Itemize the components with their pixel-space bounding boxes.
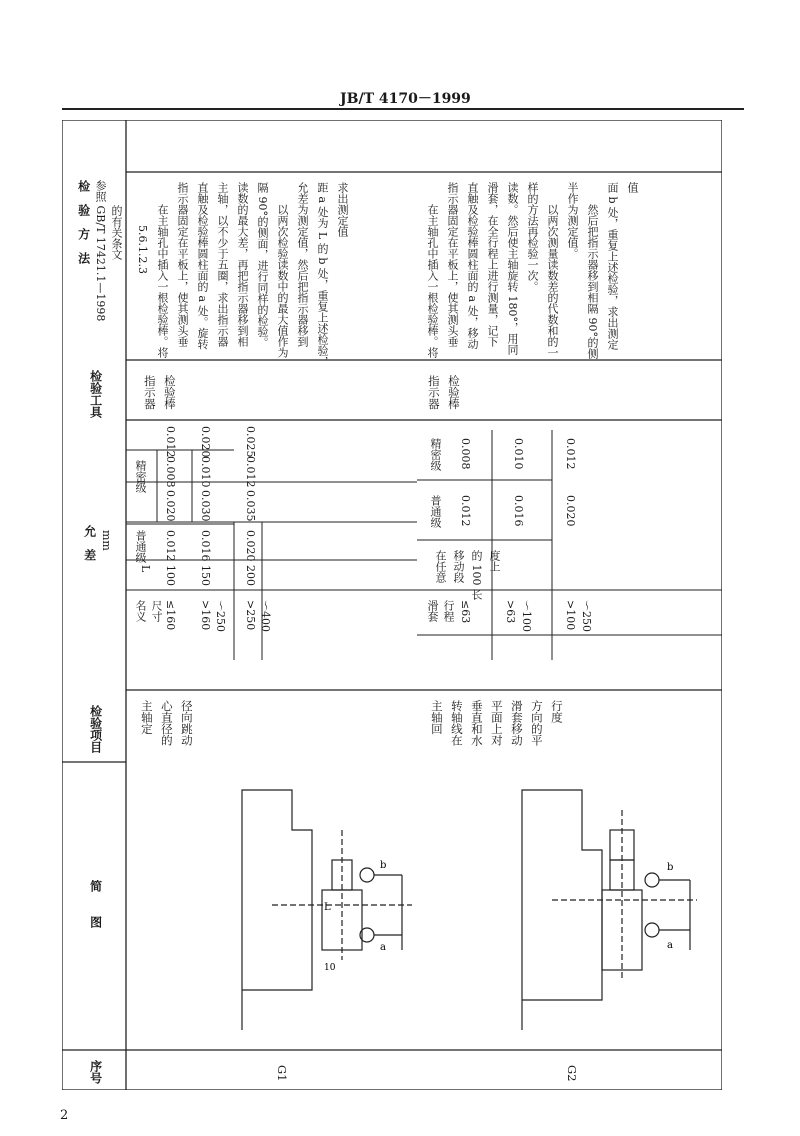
header-item: 检验项目 [88, 705, 103, 753]
g1-number: G1 [274, 1065, 289, 1082]
g1-method-clause: 5.6.1.2.3 [136, 225, 150, 274]
g2-tool-line1: 指示器 [426, 375, 441, 410]
g2-method-line1: 在主轴孔中插入一根检验棒。将 [426, 182, 440, 358]
g1-item-line1: 主轴定 [139, 700, 154, 735]
g2-number: G2 [564, 1065, 579, 1082]
g2-item-line5: 滑套移动 [509, 700, 524, 746]
g1-row2-normal-a: 0.016 [199, 530, 213, 562]
g1-row2-prec-a: 0.010 [199, 456, 213, 488]
header-tolerance-unit: mm [100, 530, 114, 551]
g2-method-line11: 值 [626, 182, 640, 193]
g2-method-line4: 滑套，在全行程上进行测量，记下 [486, 182, 500, 347]
g1-tool-line2: 检验棒 [162, 375, 177, 410]
g2-row2-stroke2: ～100 [520, 600, 534, 632]
header-method: 检 验 方 法 [76, 180, 91, 264]
g1-row2-L: 150 [199, 565, 213, 586]
g1-method-line8: 允差为测定值，然后把指示器移到 [296, 182, 310, 347]
g1-row2-prec-b: 0.020 [199, 426, 213, 458]
g1-row3-size2: ～400 [259, 600, 273, 632]
g2-row2-normal: 0.016 [512, 495, 526, 527]
g2-row2-precision: 0.010 [512, 438, 526, 470]
g1-method-line1: 在主轴孔中插入一根检验棒。将 [156, 182, 170, 358]
header-tolerance: 允 差 [82, 525, 97, 561]
g1-method-line5: 读数的最大差，再把指示器移到相 [236, 182, 250, 347]
g1-method-line3: 直触及检验棒圆柱面的 a 处。旋转 [196, 182, 210, 350]
g1-method-line7: 以两次检验读数中的最大值作为 [276, 182, 290, 358]
g2-method-line3: 直触及检验棒圆柱面的 a 处，移动 [466, 182, 480, 350]
g1-fig-label-L: L [324, 902, 331, 913]
g2-method-line10: 面 b 处，重复上述检验，求出测定 [606, 182, 620, 351]
g2-method-line8: 半作为测定值。 [566, 182, 580, 259]
g1-figure [212, 770, 412, 1040]
g2-row2-stroke: >63 [504, 600, 518, 624]
g1-row1-prec-b: 0.012 [164, 426, 178, 458]
g1-fig-label-b: b [380, 860, 387, 871]
g1-row2-normal-b: 0.030 [199, 490, 213, 522]
g2-tool-line2: 检验棒 [446, 375, 461, 410]
g1-row2-size: >160 [199, 600, 213, 631]
g2-method-line9: 然后把指示器移到相隔 90°的侧 [586, 182, 600, 359]
header-method-ref: 参照 GB/T 17421.1—1998 [94, 180, 108, 322]
g1-row3-normal-b: 0.035 [244, 490, 258, 522]
g1-row3-L: 200 [244, 565, 258, 586]
g2-tol-note2: 移动段 [452, 550, 466, 583]
g2-tol-stroke: 滑套 [426, 600, 440, 622]
g2-item-line1: 主轴回 [429, 700, 444, 735]
g1-fig-label-a: a [380, 942, 386, 953]
g2-row1-precision: 0.008 [459, 438, 473, 470]
header-rule [62, 108, 744, 110]
header-no: 序号 [88, 1060, 103, 1084]
g2-row3-precision: 0.012 [564, 438, 578, 470]
g1-row1-normal-a: 0.012 [164, 530, 178, 562]
g1-row1-prec-a: 0.008 [164, 456, 178, 488]
g2-tol-stroke2: 行程 [442, 600, 456, 622]
g1-tol-precision: 精密级 [134, 460, 148, 493]
g1-row3-prec-a: 0.012 [244, 456, 258, 488]
g2-item-line7: 行度 [549, 700, 564, 723]
page-number: 2 [60, 1108, 69, 1123]
g1-method-line2: 指示器固定在平板上，使其测头垂 [176, 182, 190, 347]
g2-method-line6: 样的方法再检验一次。 [526, 182, 540, 292]
g2-tol-precision: 精密级 [429, 438, 443, 471]
inspection-table [62, 120, 722, 1090]
g1-fig-label-10: 10 [324, 963, 336, 973]
g2-method-line2: 指示器固定在平板上，使其测头垂 [446, 182, 460, 347]
g1-tol-L: L [139, 565, 153, 573]
g1-row1-L: 100 [164, 565, 178, 586]
g2-fig-label-b: b [667, 862, 674, 873]
g2-item-line4: 平面上对 [489, 700, 504, 746]
g1-row2-size2: ～250 [214, 600, 228, 632]
g1-method-line9: 距 a 处为 L 的 b 处，重复上述检验， [316, 182, 330, 367]
g2-row3-stroke2: ～250 [580, 600, 594, 632]
g1-tol-name: 名义 [134, 600, 148, 622]
g1-tol-normal: 普通级 [134, 530, 148, 563]
g1-item-line2: 心直径的 [159, 700, 174, 746]
g2-tol-note1: 在任意 [434, 550, 448, 583]
g2-tol-normal: 普通级 [429, 495, 443, 528]
header-method-ref2: 的有关条文 [110, 205, 124, 260]
g2-row1-normal: 0.012 [459, 495, 473, 527]
g1-tol-size: 尺寸 [150, 600, 164, 622]
g2-tol-note3: 的 100 长 [470, 550, 484, 600]
g2-tol-note4: 度上 [488, 550, 502, 572]
g2-row3-stroke: >100 [564, 600, 578, 631]
g2-fig-label-a: a [667, 940, 673, 951]
g1-method-line10: 求出测定值 [336, 182, 350, 237]
g2-item-line2: 转轴线在 [449, 700, 464, 746]
g1-row3-size: >250 [244, 600, 258, 631]
g2-figure [492, 770, 702, 1040]
g1-row3-prec-b: 0.025 [244, 426, 258, 458]
g1-row1-size: ≤160 [164, 600, 178, 631]
g2-row3-normal: 0.020 [564, 495, 578, 527]
g1-row1-normal-b: 0.020 [164, 490, 178, 522]
g1-method-line6: 隔 90°的侧面，进行同样的检验。 [256, 182, 270, 348]
g1-tool-line1: 指示器 [142, 375, 157, 410]
g1-method-line4: 主轴，以不少于五圈，求出指示器 [216, 182, 230, 347]
g2-row1-stroke: ≤63 [459, 600, 473, 624]
header-figure: 简 图 [88, 880, 103, 928]
g1-row3-normal-a: 0.020 [244, 530, 258, 562]
g2-item-line3: 垂直和水 [469, 700, 484, 746]
g2-item-line6: 方向的平 [529, 700, 544, 746]
document-code: JB/T 4170－1999 [340, 91, 471, 107]
g2-method-line5: 读数。然后使主轴旋转 180°，用同 [506, 182, 520, 355]
header-tool: 检验工具 [88, 370, 103, 418]
g2-method-line7: 以两次测量读数差的代数和的一 [546, 182, 560, 358]
g1-item-line3: 径向跳动 [179, 700, 194, 746]
